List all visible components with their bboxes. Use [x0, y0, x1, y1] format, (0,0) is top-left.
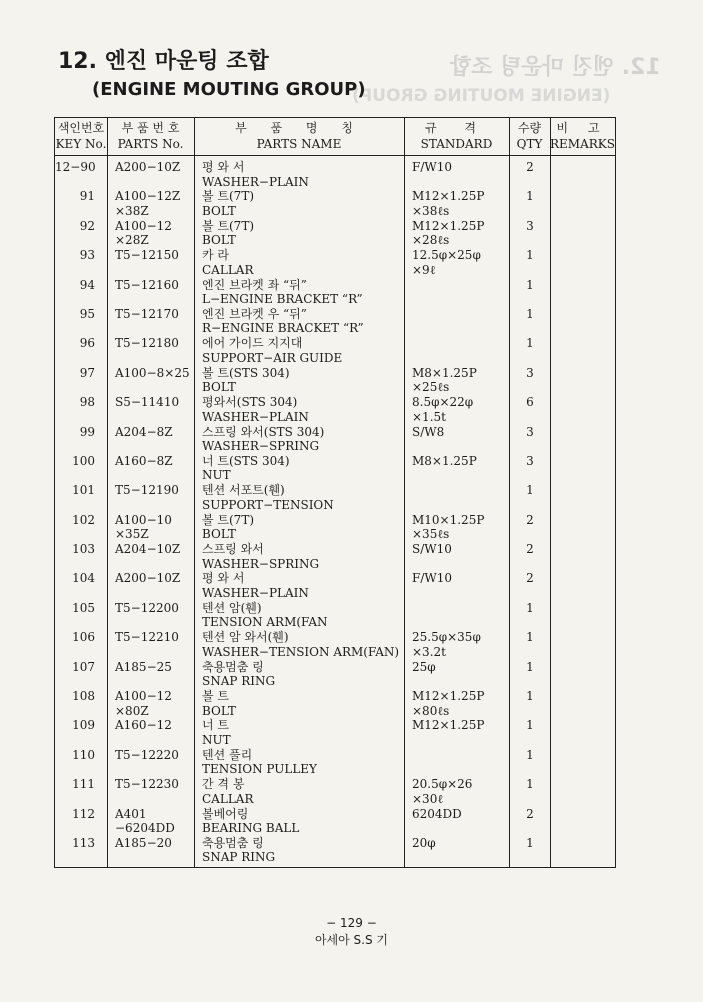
quantity: 1 [526, 689, 534, 704]
standard [412, 454, 477, 469]
part-number-line: A204−10Z [115, 542, 181, 557]
part-name [202, 307, 364, 336]
part-name [202, 278, 363, 307]
quantity: 3 [526, 218, 534, 233]
standard [412, 542, 452, 557]
standard [412, 395, 473, 424]
quantity: 1 [526, 718, 534, 733]
part-name-english: CALLAR [202, 262, 254, 277]
part-name [202, 660, 275, 689]
standard-line: M8×1.25P [412, 365, 477, 380]
part-name-english: BOLT [202, 527, 236, 542]
part-number [115, 160, 180, 175]
part-number [115, 807, 175, 836]
quantity: 1 [526, 747, 534, 762]
standard [412, 160, 452, 175]
key-number: 97 [79, 365, 95, 380]
part-name-korean: 볼 트(STS 304) [202, 365, 290, 380]
key-number: 12−90 [55, 160, 96, 174]
key-number: 105 [72, 600, 95, 615]
standard [412, 660, 436, 675]
standard [412, 248, 481, 277]
part-name-english: L−ENGINE BRACKET “R” [202, 292, 363, 307]
part-name-korean: 축용멈춤 링 [202, 659, 264, 674]
standard-line: M10×1.25P [412, 512, 485, 527]
part-number [115, 366, 190, 381]
part-name-korean: 볼 트(7T) [202, 218, 255, 233]
part-number [115, 718, 172, 733]
part-name [202, 571, 309, 600]
quantity: 2 [526, 512, 534, 527]
table-row [55, 513, 617, 542]
table-row [55, 454, 617, 483]
standard-line: M12×1.25P [412, 718, 485, 733]
key-number: 103 [72, 542, 95, 557]
table-row [55, 601, 617, 630]
key-number: 95 [79, 306, 95, 321]
standard-line: 20φ [412, 835, 436, 850]
part-name-english: BOLT [202, 380, 236, 395]
table-row [55, 189, 617, 218]
header-divider [55, 155, 615, 156]
part-name [202, 336, 342, 365]
part-name-korean: 볼 트(7T) [202, 189, 255, 204]
key-number: 94 [79, 277, 95, 292]
part-name [202, 160, 309, 189]
part-number-line: A185−25 [115, 659, 172, 674]
part-number [115, 630, 179, 645]
part-name [202, 189, 254, 218]
key-number: 101 [72, 483, 95, 498]
part-name-korean: 너 트 [202, 718, 229, 733]
part-name-english: WASHER−TENSION ARM(FAN) [202, 644, 400, 659]
part-name-korean: 엔진 브라켓 좌 “뒤” [202, 277, 307, 292]
part-number-line: T5−12150 [115, 248, 179, 263]
part-number-line: ×35Z [115, 527, 149, 542]
standard-line: ×38ℓs [412, 203, 450, 218]
table-row [55, 542, 617, 571]
key-number: 93 [79, 248, 95, 263]
part-name-english: TENSION PULLEY [202, 762, 317, 777]
part-number-line: ×38Z [115, 203, 149, 218]
part-name [202, 542, 319, 571]
part-number-line: ×80Z [115, 703, 149, 718]
part-number [115, 571, 180, 586]
quantity: 1 [526, 336, 534, 351]
standard [412, 189, 484, 218]
quantity: 1 [526, 777, 534, 792]
part-number [115, 454, 173, 469]
table-row [55, 160, 617, 189]
part-name-english: R−ENGINE BRACKET “R” [202, 321, 364, 336]
part-number [115, 425, 173, 440]
part-number [115, 278, 179, 293]
quantity: 2 [526, 806, 534, 821]
part-number-line: −6204DD [115, 821, 175, 836]
standard-line: 6204DD [412, 806, 462, 821]
part-number [115, 307, 179, 322]
part-number [115, 777, 179, 792]
quantity: 6 [526, 395, 534, 410]
bleed-through-title: 12. 엔진 마운팅 조합 [450, 55, 661, 80]
part-name [202, 483, 334, 512]
standard-line: F/W10 [412, 160, 452, 174]
quantity: 2 [526, 160, 534, 174]
table-row [55, 571, 617, 600]
key-number: 107 [72, 659, 95, 674]
standard [412, 513, 484, 542]
part-number-line: T5−12210 [115, 630, 179, 645]
key-number: 104 [72, 571, 95, 586]
part-name [202, 425, 324, 454]
part-name-english: NUT [202, 732, 231, 747]
quantity: 3 [526, 365, 534, 380]
quantity: 1 [526, 835, 534, 850]
part-name-korean: 너 트(STS 304) [202, 453, 290, 468]
table-row [55, 336, 617, 365]
part-name-english: WASHER−PLAIN [202, 174, 309, 189]
part-name-korean: 축용멈춤 링 [202, 835, 264, 850]
part-number-line: T5−12160 [115, 277, 179, 292]
part-name [202, 248, 254, 277]
table-row [55, 425, 617, 454]
part-name [202, 689, 236, 718]
column-header-qty: 수량 QTY [516, 121, 543, 151]
part-name-english: SNAP RING [202, 674, 276, 689]
standard [412, 366, 477, 395]
page-title: 12. 엔진 마운팅 조합 [58, 49, 269, 74]
part-number [115, 689, 172, 718]
table-row [55, 777, 617, 806]
part-name-korean: 평 와 서 [202, 571, 245, 586]
part-name [202, 601, 328, 630]
table-row [55, 278, 617, 307]
table-row [55, 836, 617, 865]
part-number-line: T5−12190 [115, 483, 179, 498]
part-number-line: T5−12200 [115, 600, 179, 615]
standard [412, 807, 462, 822]
standard-line: ×30ℓ [412, 791, 444, 806]
table-row [55, 807, 617, 836]
part-name [202, 718, 231, 747]
part-name-korean: 텐션 암(휀) [202, 600, 262, 615]
part-name [202, 366, 290, 395]
part-number-line: A100−12 [115, 218, 172, 233]
standard-line: M12×1.25P [412, 689, 485, 704]
standard-line: ×25ℓs [412, 380, 450, 395]
part-name-english: SNAP RING [202, 850, 276, 865]
standard-line: M8×1.25P [412, 453, 477, 468]
standard-line: 20.5φ×26 [412, 777, 473, 792]
table-row [55, 395, 617, 424]
key-number: 112 [72, 806, 95, 821]
key-number: 102 [72, 512, 95, 527]
part-number [115, 189, 180, 218]
part-name-korean: 텐션 풀리 [202, 747, 253, 762]
part-number-line: T5−12170 [115, 306, 179, 321]
table-row [55, 689, 617, 718]
part-name-english: NUT [202, 468, 231, 483]
part-number-line: ×28Z [115, 233, 149, 248]
table-row [55, 248, 617, 277]
table-row [55, 718, 617, 747]
standard-line: ×9ℓ [412, 262, 436, 277]
standard-line: ×1.5t [412, 409, 446, 424]
part-number-line: A100−10 [115, 512, 172, 527]
part-name-korean: 텐션 암 와서(휀) [202, 630, 289, 645]
publisher-label: 아세아 S.S 기 [314, 933, 389, 947]
part-name [202, 513, 254, 542]
part-number [115, 836, 172, 851]
part-name-korean: 볼 트 [202, 689, 229, 704]
standard-line: 25.5φ×35φ [412, 630, 481, 645]
quantity: 1 [526, 277, 534, 292]
standard [412, 630, 481, 659]
standard-line: S/W8 [412, 424, 445, 439]
standard-line: M12×1.25P [412, 189, 485, 204]
column-header-part-no: 부 품 번 호 PARTS No. [117, 121, 184, 151]
part-name-english: BOLT [202, 203, 236, 218]
standard [412, 777, 472, 806]
part-name [202, 395, 309, 424]
key-number: 91 [79, 189, 95, 204]
part-name-korean: 볼 트(7T) [202, 512, 255, 527]
part-name-english: CALLAR [202, 791, 254, 806]
part-number-line: A200−10Z [115, 160, 181, 174]
part-name-korean: 엔진 브라켓 우 “뒤” [202, 306, 307, 321]
part-number [115, 513, 172, 542]
part-name-english: WASHER−SPRING [202, 439, 320, 454]
quantity: 1 [526, 189, 534, 204]
standard [412, 425, 444, 440]
part-name-english: WASHER−PLAIN [202, 409, 309, 424]
part-number [115, 542, 180, 557]
table-row [55, 366, 617, 395]
key-number: 109 [72, 718, 95, 733]
part-name-korean: 에어 가이드 지지대 [202, 336, 303, 351]
page-number: − 129 − [326, 916, 377, 930]
part-name-english: TENSION ARM(FAN [202, 615, 328, 630]
key-number: 100 [72, 453, 95, 468]
part-number-line: A204−8Z [115, 424, 173, 439]
key-number: 108 [72, 689, 95, 704]
column-header-standard: 규 격 STANDARD [420, 121, 493, 151]
table-body [55, 160, 617, 865]
part-name [202, 454, 290, 483]
part-number-line: A401 [115, 806, 147, 821]
part-number [115, 336, 179, 351]
part-number-line: A200−10Z [115, 571, 181, 586]
standard-line: F/W10 [412, 571, 452, 586]
key-number: 113 [72, 835, 95, 850]
part-name [202, 219, 254, 248]
quantity: 2 [526, 571, 534, 586]
standard-line: S/W10 [412, 542, 452, 557]
part-name-english: WASHER−PLAIN [202, 585, 309, 600]
parts-table [54, 117, 616, 868]
quantity: 3 [526, 424, 534, 439]
quantity: 3 [526, 453, 534, 468]
part-number [115, 483, 179, 498]
quantity: 1 [526, 306, 534, 321]
part-name [202, 836, 275, 865]
key-number: 110 [72, 747, 95, 762]
standard [412, 689, 484, 718]
part-name [202, 748, 317, 777]
standard-line: 25φ [412, 659, 436, 674]
standard-line: 12.5φ×25φ [412, 248, 481, 263]
part-name-korean: 카 라 [202, 248, 229, 263]
quantity: 1 [526, 483, 534, 498]
key-number: 106 [72, 630, 95, 645]
part-name-english: WASHER−SPRING [202, 556, 320, 571]
column-header-remarks: 비 고 REMARKS [550, 121, 615, 151]
quantity: 2 [526, 542, 534, 557]
standard [412, 219, 484, 248]
standard-line: 8.5φ×22φ [412, 395, 474, 410]
standard-line: ×80ℓs [412, 703, 450, 718]
standard-line: ×28ℓs [412, 233, 450, 248]
standard [412, 836, 436, 851]
part-number-line: S5−11410 [115, 395, 180, 410]
standard [412, 718, 484, 733]
part-name-korean: 평 와 서 [202, 160, 245, 174]
quantity: 1 [526, 600, 534, 615]
part-name-english: SUPPORT−AIR GUIDE [202, 350, 343, 365]
key-number: 111 [72, 777, 95, 792]
part-name-english: SUPPORT−TENSION [202, 497, 334, 512]
part-number [115, 660, 172, 675]
page-subtitle: (ENGINE MOUTING GROUP) [92, 79, 366, 100]
part-name [202, 630, 399, 659]
part-number [115, 748, 179, 763]
column-header-part-name: 부 품 명 칭 PARTS NAME [235, 121, 363, 151]
part-name-korean: 스프링 와서 [202, 542, 264, 557]
part-name-english: BEARING BALL [202, 821, 300, 836]
part-number-line: A185−20 [115, 835, 172, 850]
key-number: 98 [79, 395, 95, 410]
part-number-line: A100−8×25 [115, 365, 190, 380]
table-row [55, 630, 617, 659]
part-number [115, 395, 179, 410]
table-row [55, 660, 617, 689]
part-number-line: A100−12 [115, 689, 172, 704]
part-number-line: A160−12 [115, 718, 172, 733]
part-name-korean: 볼베어링 [202, 806, 249, 821]
key-number: 99 [79, 424, 95, 439]
column-header-key: 색인번호 KEY No. [55, 121, 107, 151]
quantity: 1 [526, 630, 534, 645]
bleed-through-subtitle: (ENGINE MOUTING GROUP) [352, 86, 611, 106]
table-row [55, 307, 617, 336]
part-number-line: A160−8Z [115, 453, 173, 468]
part-name [202, 807, 299, 836]
part-number [115, 219, 172, 248]
standard [412, 571, 452, 586]
table-row [55, 748, 617, 777]
part-number [115, 601, 179, 616]
key-number: 96 [79, 336, 95, 351]
key-number: 92 [79, 218, 95, 233]
part-name-korean: 간 격 봉 [202, 777, 245, 792]
part-number-line: T5−12220 [115, 747, 179, 762]
table-row [55, 483, 617, 512]
table-row [55, 219, 617, 248]
part-name-korean: 텐션 서포트(휀) [202, 483, 285, 498]
part-name-korean: 스프링 와서(STS 304) [202, 424, 325, 439]
standard-line: ×35ℓs [412, 527, 450, 542]
part-number-line: T5−12230 [115, 777, 179, 792]
part-name-english: BOLT [202, 233, 236, 248]
part-number-line: A100−12Z [115, 189, 181, 204]
part-name-english: BOLT [202, 703, 236, 718]
standard-line: ×3.2t [412, 644, 446, 659]
quantity: 1 [526, 248, 534, 263]
standard-line: M12×1.25P [412, 218, 485, 233]
part-name [202, 777, 254, 806]
part-name-korean: 평와서(STS 304) [202, 395, 298, 410]
part-number-line: T5−12180 [115, 336, 179, 351]
quantity: 1 [526, 659, 534, 674]
part-number [115, 248, 179, 263]
